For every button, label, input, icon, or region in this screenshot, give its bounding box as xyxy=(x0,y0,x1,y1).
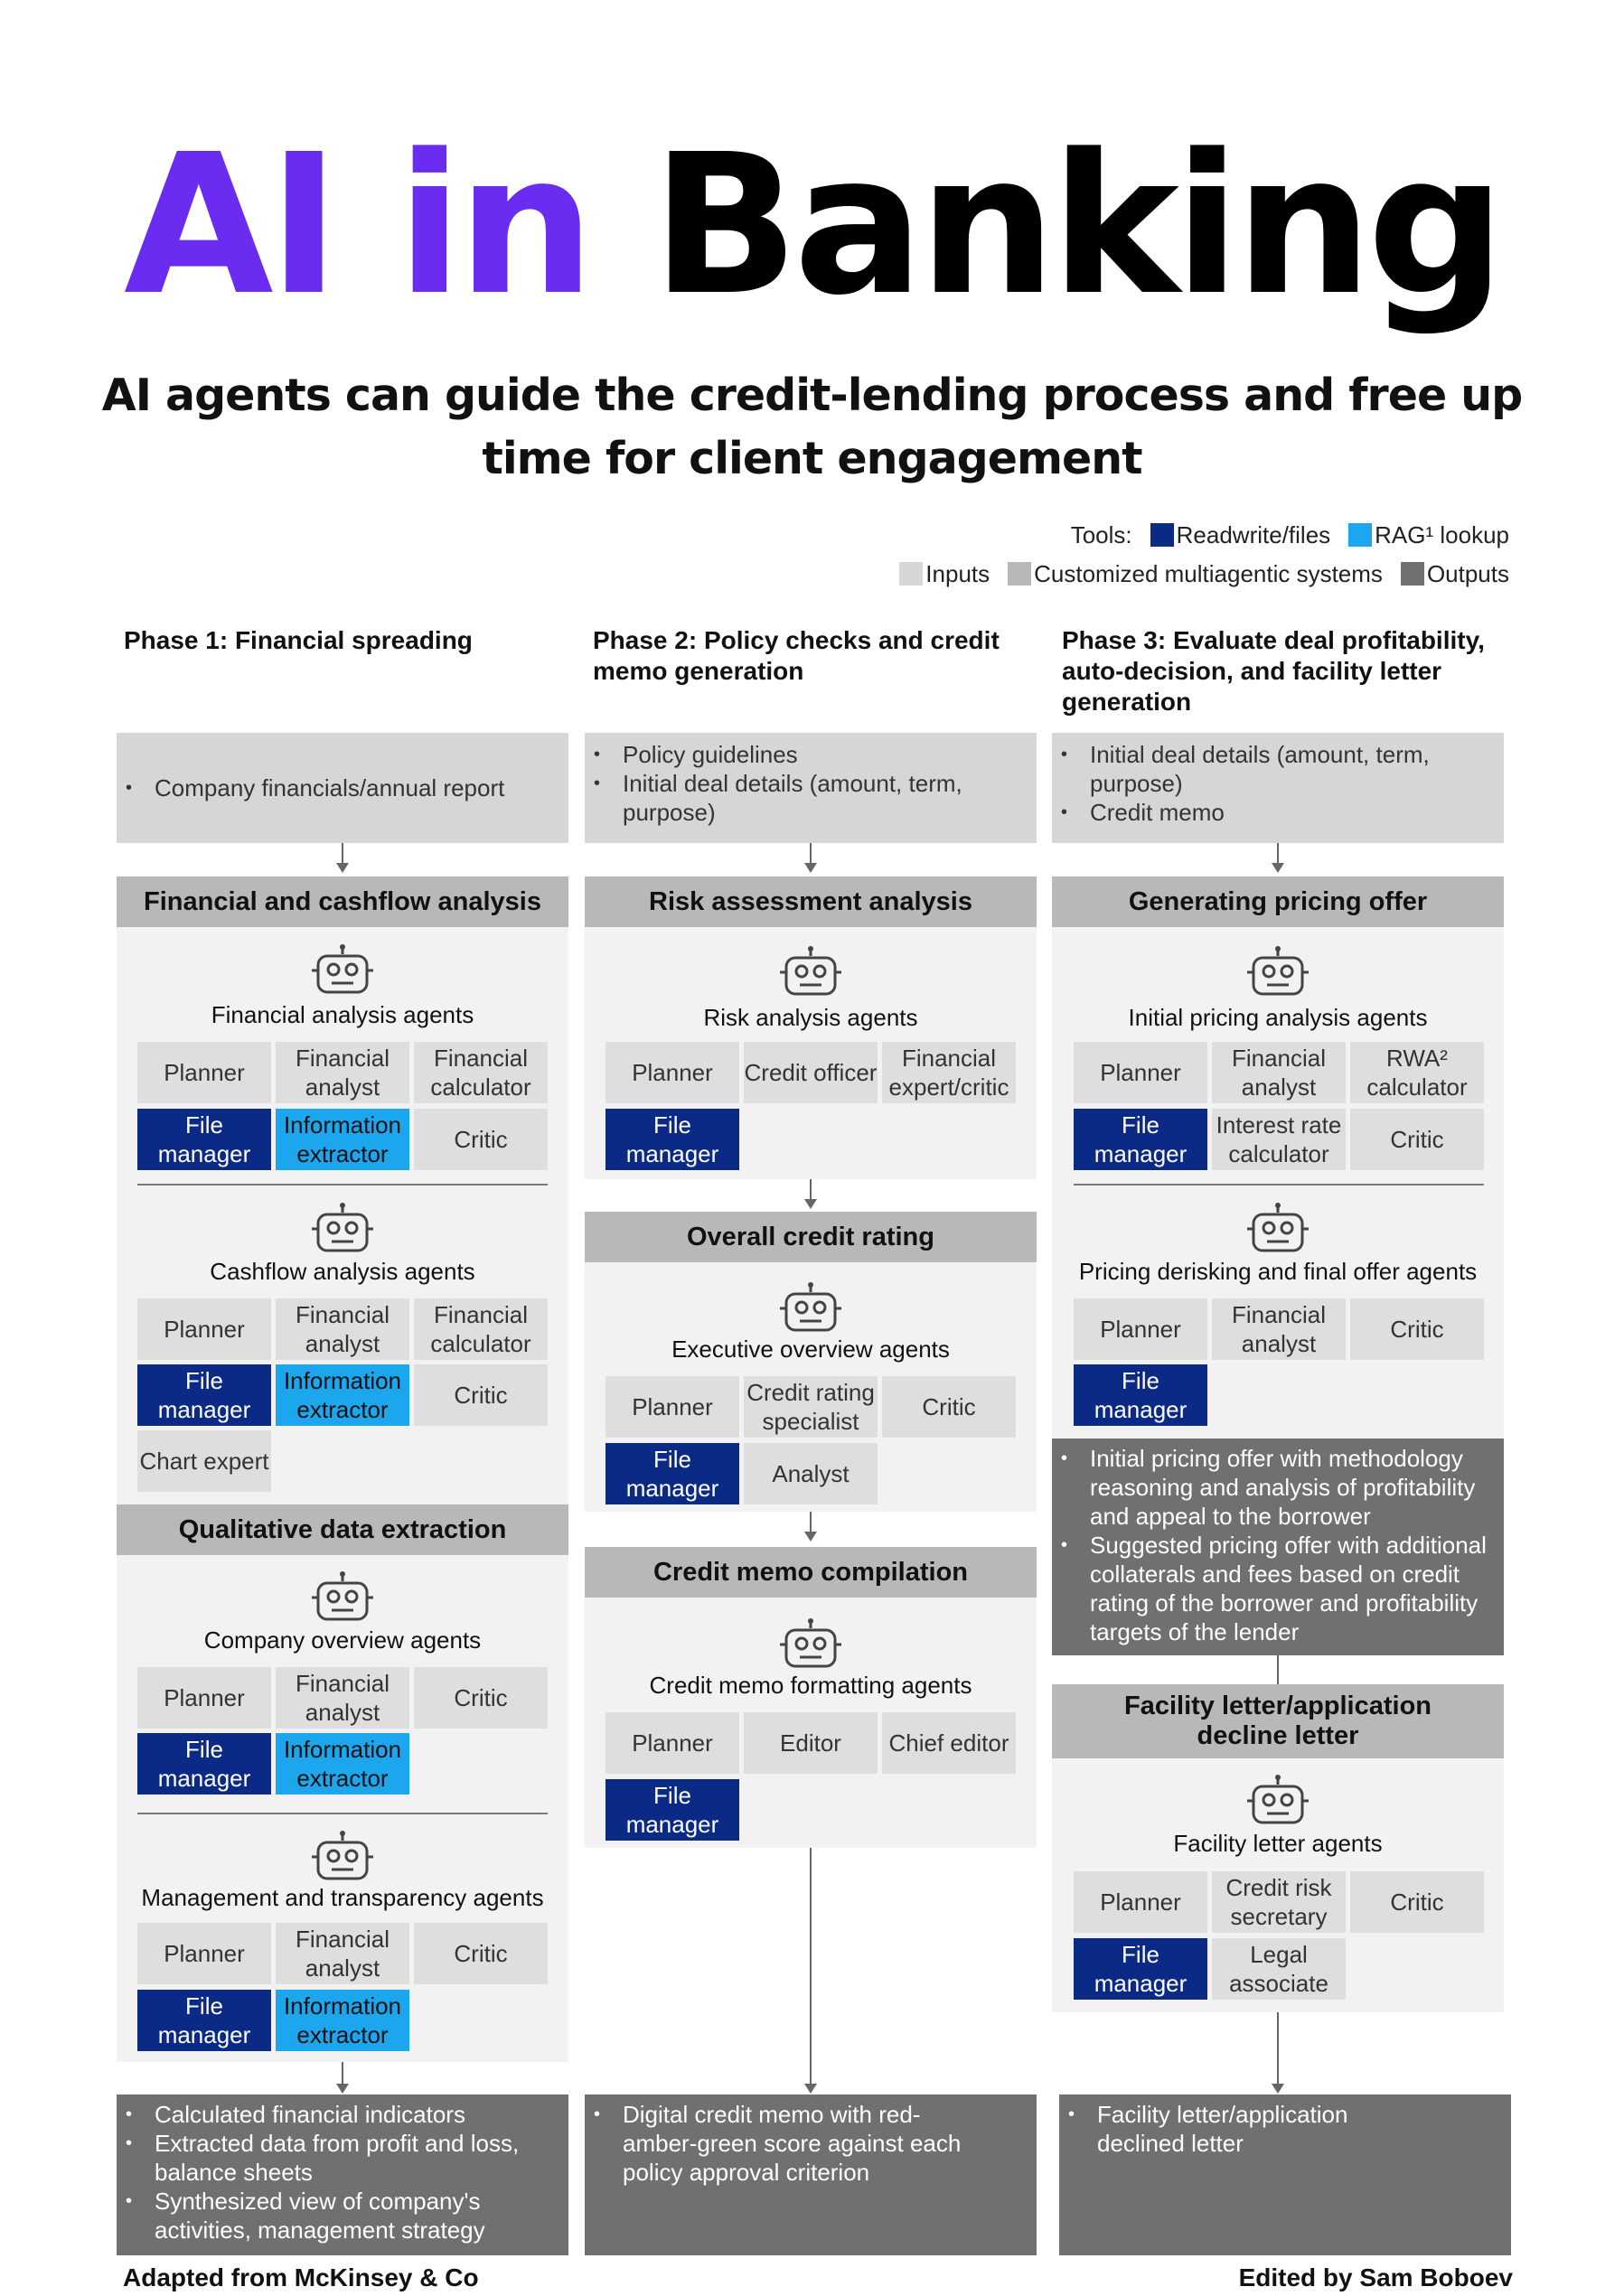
phase-2-outputs xyxy=(585,2095,1037,2255)
agent-critic: Critic xyxy=(414,1667,548,1729)
legend-readwrite xyxy=(1150,521,1331,549)
agent-planner: Planner xyxy=(1074,1298,1207,1360)
agent-legal-associate: Legal associate xyxy=(1212,1938,1346,2000)
agent-planner: Planner xyxy=(605,1712,739,1774)
connector-line xyxy=(1277,1655,1279,1684)
group-financial-analysis-agents: Financial analysis agents xyxy=(211,1001,474,1028)
arrow-down-icon xyxy=(336,863,349,873)
section-overall-credit-rating-header: Overall credit rating xyxy=(585,1212,1037,1262)
agent-financial-calculator: Financial calculator xyxy=(414,1298,548,1360)
agent-interest-rate-calculator: Interest rate calculator xyxy=(1212,1109,1346,1170)
section-qualitative-data-header: Qualitative data extraction xyxy=(117,1504,568,1555)
arrow-down-icon xyxy=(804,2084,817,2094)
section-facility-letter-header: Facility letter/application decline letter xyxy=(1052,1684,1504,1758)
section-financial-cashflow-header: Financial and cashflow analysis xyxy=(117,876,568,927)
group-divider xyxy=(137,1813,548,1814)
agent-critic: Critic xyxy=(1350,1871,1484,1933)
footer-source: Adapted from McKinsey & Co xyxy=(123,2263,479,2291)
agent-planner: Planner xyxy=(605,1042,739,1103)
agent-critic: Critic xyxy=(414,1923,548,1984)
robot-icon xyxy=(309,1202,376,1258)
agent-information-extractor: Information extractor xyxy=(276,1364,409,1426)
robot-icon xyxy=(777,945,844,1001)
phase-1-outputs xyxy=(117,2095,568,2255)
agent-planner: Planner xyxy=(137,1923,271,1984)
agent-file-manager: File manager xyxy=(137,1364,271,1426)
section-credit-memo-header: Credit memo compilation xyxy=(585,1547,1037,1598)
legend-rag-label: RAG¹ lookup xyxy=(1375,520,1509,548)
input-item: • Credit memo xyxy=(1052,798,1504,827)
group-divider xyxy=(137,1184,548,1185)
legend-outputs-label: Outputs xyxy=(1426,559,1509,587)
phase-3-heading: Phase 3: Evaluate deal profitability, auto-decision, and facility letter generation xyxy=(1062,626,1485,716)
agent-credit-rating-specialist: Credit rating specialist xyxy=(744,1376,878,1438)
legend-blocks xyxy=(899,560,1509,587)
group-risk-analysis-agents: Risk analysis agents xyxy=(703,1004,918,1031)
rag-swatch xyxy=(1348,523,1372,547)
agent-financial-expert-critic: Financial expert/critic xyxy=(882,1042,1016,1103)
page-title xyxy=(0,113,1624,338)
phase-1-inputs xyxy=(117,733,568,843)
inputs-swatch xyxy=(899,562,923,586)
connector-line xyxy=(342,843,343,863)
title-banking: Banking xyxy=(651,113,1501,338)
phase-2-inputs-list xyxy=(585,740,1037,827)
phase-3-outputs-list xyxy=(1059,2100,1511,2158)
output-item: • Initial pricing offer with methodology reasoning and analysis of profitability and appeal to the borrower xyxy=(1052,1444,1488,1531)
agent-planner: Planner xyxy=(137,1298,271,1360)
output-item: • Extracted data from profit and loss, balance sheets xyxy=(117,2129,568,2187)
connector-line xyxy=(810,1512,812,1532)
connector-line xyxy=(810,843,812,863)
agent-credit-officer: Credit officer xyxy=(744,1042,878,1103)
agent-information-extractor: Information extractor xyxy=(276,1733,409,1795)
agent-critic: Critic xyxy=(1350,1298,1484,1360)
phase-1-heading: Phase 1: Financial spreading xyxy=(124,626,473,654)
agent-financial-analyst: Financial analyst xyxy=(276,1667,409,1729)
section-risk-assessment-header: Risk assessment analysis xyxy=(585,876,1037,927)
agent-financial-analyst: Financial analyst xyxy=(276,1042,409,1103)
legend-tools-label-item xyxy=(1071,521,1132,549)
phase-3-inputs xyxy=(1052,733,1504,843)
connector-line xyxy=(810,1179,812,1199)
agent-planner: Planner xyxy=(137,1667,271,1729)
agent-planner: Planner xyxy=(605,1376,739,1438)
robot-icon xyxy=(309,1830,376,1886)
arrow-down-icon xyxy=(336,2084,349,2094)
output-item: • Calculated financial indicators xyxy=(117,2100,568,2129)
agent-file-manager: File manager xyxy=(137,1109,271,1170)
agent-chief-editor: Chief editor xyxy=(882,1712,1016,1774)
agent-critic: Critic xyxy=(414,1364,548,1426)
agent-file-manager: File manager xyxy=(137,1990,271,2051)
phase-1-inputs-list xyxy=(117,773,568,802)
agent-financial-analyst: Financial analyst xyxy=(1212,1042,1346,1103)
agent-editor: Editor xyxy=(744,1712,878,1774)
group-facility-letter-agents: Facility letter agents xyxy=(1173,1830,1383,1857)
agent-critic: Critic xyxy=(882,1376,1016,1438)
group-divider xyxy=(1074,1184,1484,1185)
phase-2-heading: Phase 2: Policy checks and credit memo generation xyxy=(593,626,1000,685)
section-pricing-offer-header: Generating pricing offer xyxy=(1052,876,1504,927)
agent-financial-analyst: Financial analyst xyxy=(276,1298,409,1360)
input-item: • Initial deal details (amount, term, purpose) xyxy=(585,769,1037,827)
group-executive-overview-agents: Executive overview agents xyxy=(671,1335,950,1363)
robot-icon xyxy=(309,943,376,999)
robot-icon xyxy=(777,1617,844,1673)
customized-swatch xyxy=(1008,562,1031,586)
phase-3-outputs xyxy=(1059,2095,1511,2255)
robot-icon xyxy=(1244,1202,1311,1258)
agent-file-manager: File manager xyxy=(1074,1364,1207,1426)
arrow-down-icon xyxy=(804,863,817,873)
agent-critic: Critic xyxy=(414,1109,548,1170)
arrow-down-icon xyxy=(804,1532,817,1542)
title-ai: AI in xyxy=(123,113,590,338)
phase-3-inputs-list xyxy=(1052,740,1504,827)
agent-file-manager: File manager xyxy=(1074,1938,1207,2000)
legend-outputs xyxy=(1401,560,1509,588)
robot-icon xyxy=(1244,945,1311,1001)
arrow-down-icon xyxy=(1272,2084,1284,2094)
footer-editor: Edited by Sam Boboev xyxy=(1238,2263,1513,2291)
group-pricing-derisking-agents: Pricing derisking and final offer agents xyxy=(1078,1258,1478,1285)
input-item: • Company financials/annual report xyxy=(117,773,568,802)
legend-inputs-label: Inputs xyxy=(925,559,990,587)
connector-line xyxy=(1277,843,1279,863)
agent-credit-risk-secretary: Credit risk secretary xyxy=(1212,1871,1346,1933)
agent-planner: Planner xyxy=(1074,1871,1207,1933)
group-credit-memo-formatting-agents: Credit memo formatting agents xyxy=(649,1672,972,1699)
legend-readwrite-label: Readwrite/files xyxy=(1176,520,1331,548)
agent-planner: Planner xyxy=(137,1042,271,1103)
agent-file-manager: File manager xyxy=(137,1733,271,1795)
group-initial-pricing-agents: Initial pricing analysis agents xyxy=(1128,1004,1428,1031)
group-management-transparency-agents: Management and transparency agents xyxy=(141,1884,544,1911)
output-item: • Synthesized view of company's activities, management strategy xyxy=(117,2187,568,2244)
legend-customized xyxy=(1008,560,1383,588)
agent-financial-analyst: Financial analyst xyxy=(276,1923,409,1984)
agent-analyst: Analyst xyxy=(744,1443,878,1504)
connector-line xyxy=(342,2062,343,2084)
phase-1-outputs-list xyxy=(117,2100,568,2244)
agent-file-manager: File manager xyxy=(605,1109,739,1170)
connector-line xyxy=(1277,2012,1279,2085)
group-company-overview-agents: Company overview agents xyxy=(203,1626,482,1654)
agent-rwa-calculator: RWA² calculator xyxy=(1350,1042,1484,1103)
legend-rag xyxy=(1348,521,1509,549)
robot-icon xyxy=(777,1281,844,1337)
output-item: • Digital credit memo with red-amber-green score against each policy approval criterion xyxy=(585,2100,982,2187)
readwrite-swatch xyxy=(1150,523,1174,547)
agent-information-extractor: Information extractor xyxy=(276,1109,409,1170)
agent-file-manager: File manager xyxy=(1074,1109,1207,1170)
arrow-down-icon xyxy=(1272,863,1284,873)
agent-chart-expert: Chart expert xyxy=(137,1430,271,1492)
pricing-offer-output-list xyxy=(1052,1444,1504,1646)
agent-financial-calculator: Financial calculator xyxy=(414,1042,548,1103)
arrow-down-icon xyxy=(804,1199,817,1209)
page-subtitle: AI agents can guide the credit-lending process and free up time for client engagement xyxy=(101,370,1523,484)
agent-file-manager: File manager xyxy=(605,1779,739,1841)
connector-line xyxy=(810,1848,812,2085)
robot-icon xyxy=(309,1570,376,1626)
legend-tools xyxy=(1071,521,1509,548)
robot-icon xyxy=(1244,1774,1311,1830)
phase-2-outputs-list xyxy=(585,2100,1037,2187)
legend-tools-label: Tools: xyxy=(1070,520,1132,548)
agent-file-manager: File manager xyxy=(605,1443,739,1504)
output-item: • Facility letter/application declined letter xyxy=(1059,2100,1412,2158)
agent-critic: Critic xyxy=(1350,1109,1484,1170)
input-item: • Initial deal details (amount, term, purpose) xyxy=(1052,740,1504,798)
input-item: • Policy guidelines xyxy=(585,740,1037,769)
phase-2-inputs xyxy=(585,733,1037,843)
legend-inputs xyxy=(899,560,990,588)
output-item: • Suggested pricing offer with additional collaterals and fees based on credit rating of the borrower and profitability targets of the lender xyxy=(1052,1531,1488,1646)
agent-planner: Planner xyxy=(1074,1042,1207,1103)
legend-customized-label: Customized multiagentic systems xyxy=(1034,559,1383,587)
agent-information-extractor: Information extractor xyxy=(276,1990,409,2051)
pricing-offer-output xyxy=(1052,1439,1504,1655)
outputs-swatch xyxy=(1401,562,1424,586)
agent-financial-analyst: Financial analyst xyxy=(1212,1298,1346,1360)
group-cashflow-analysis-agents: Cashflow analysis agents xyxy=(210,1258,475,1285)
